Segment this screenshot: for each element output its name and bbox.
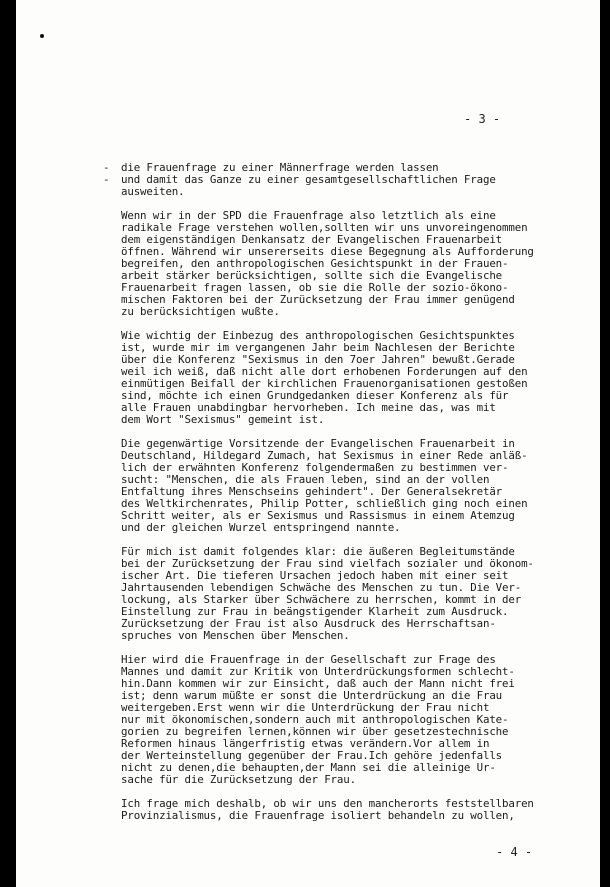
text-line: Für mich ist damit folgendes klar: die äußeren Begleitumstände — [121, 545, 515, 558]
bullet-text: die Frauenfrage zu einer Männerfrage werden lassen — [121, 161, 439, 174]
text-line: über die Konferenz "Sexismus in den 7oer Jahren" bewußt.Gerade — [121, 353, 515, 366]
text-line: öffnen. Während wir unsererseits diese Begegnung als Aufforderung — [121, 245, 534, 258]
text-line: der Werteinstellung gegenüber der Frau.Ich gehöre jedenfalls — [121, 749, 503, 762]
text-line: gorien zu begreifen lernen,können wir über gesetzestechnische — [121, 725, 509, 738]
paragraph — [121, 330, 591, 426]
text-line: weitergeben.Erst wenn wir die Unterdrückung der Frau nicht — [121, 701, 490, 714]
text-line: Deutschland, Hildegard Zumach, hat Sexismus in einer Rede anläß- — [121, 449, 528, 462]
text-line: mischen Faktoren bei der Zurücksetzung der Frau immer genügend — [121, 293, 515, 306]
text-line: Jahrtausenden lebendigen Schwäche des Menschen zu tun. Die Ver- — [121, 581, 522, 594]
body-text — [103, 161, 591, 834]
text-line: Provinzialismus, die Frauenfrage isoliert behandeln zu wollen, — [121, 809, 515, 822]
text-line: alle Frauen unabdingbar hervorheben. Ich meine das, was mit — [121, 401, 496, 414]
bullet-text: ausweiten. — [121, 185, 185, 198]
paragraph — [121, 654, 591, 786]
text-line: Frauenarbeit fragen lassen, ob sie die Rolle der sozio-ökono- — [121, 281, 509, 294]
bullet-list — [99, 162, 591, 198]
text-line: einmütigen Beifall der kirchlichen Frauenorganisationen gestoßen — [121, 377, 528, 390]
text-line: weil ich weiß, daß nicht alle dort erhobenen Forderungen auf den — [121, 365, 528, 378]
bullet-dash: - — [103, 161, 123, 174]
text-line: Die gegenwärtige Vorsitzende der Evangelischen Frauenarbeit in — [121, 437, 515, 450]
text-line: ist; denn warum müßte er sonst die Unterdrückung an die Frau — [121, 689, 503, 702]
text-line: und der gleichen Wurzel entspringend nannte. — [121, 521, 401, 534]
text-line: dem eigenständigen Denkansatz der Evangelischen Frauenarbeit — [121, 233, 503, 246]
next-page-marker: - 4 - — [496, 845, 533, 859]
text-line: Reformen hinaus längerfristig etwas verändern.Vor allem in — [121, 737, 490, 750]
text-line: nicht zu denen,die behaupten,der Mann sei die alleinige Ur- — [121, 761, 496, 774]
text-line: radikale Frage verstehen wollen,sollten wir uns unvoreingenommen — [121, 221, 528, 234]
paragraph — [121, 546, 591, 642]
text-line: Einstellung zur Frau in beängstigender Klarheit zum Ausdruck. — [121, 605, 509, 618]
text-line: dem Wort "Sexismus" gemeint ist. — [121, 413, 325, 426]
text-line: sind, möchte ich einen Grundgedanken dieser Konferenz als für — [121, 389, 509, 402]
page-number: - 3 - — [464, 112, 501, 126]
text-line: Wie wichtig der Einbezug des anthropologischen Gesichtspunktes — [121, 329, 515, 342]
text-line: Hier wird die Frauenfrage in der Gesellschaft zur Frage des — [121, 653, 496, 666]
text-line: Mannes und damit zur Kritik von Unterdrückungsformen schlecht- — [121, 665, 515, 678]
text-line: Ich frage mich deshalb, ob wir uns den mancherorts feststellbaren — [121, 797, 534, 810]
text-line: Zurücksetzung der Frau ist also Ausdruck des Herrschaftsan- — [121, 617, 496, 630]
text-line: lockung, als Starker über Schwächere zu herrschen, kommt in der — [121, 593, 522, 606]
text-line: sache für die Zurücksetzung der Frau. — [121, 773, 356, 786]
bullet-dash — [103, 186, 121, 198]
text-line: hin.Dann kommen wir zur Einsicht, daß auch der Mann nicht frei — [121, 677, 515, 690]
text-line: lich der erwähnten Konferenz folgendermaßen zu bestimmen ver- — [121, 461, 509, 474]
document-page — [16, 0, 600, 887]
text-line: nur mit ökonomischen,sondern auch mit anthropologischen Kate- — [121, 713, 509, 726]
text-line: begreifen, den anthropologischen Gesichtspunkt in der Frauen- — [121, 257, 509, 270]
bullet-dash: - — [103, 173, 123, 186]
text-line: ist, wurde mir im vergangenen Jahr beim Nachlesen der Berichte — [121, 341, 515, 354]
paragraph — [121, 438, 591, 534]
text-line: bei der Zurücksetzung der Frau sind vielfach sozialer und ökonom- — [121, 557, 534, 570]
text-line: Schritt weiter, als er Sexismus und Rassismus in einem Atemzug — [121, 509, 515, 522]
bullet-line — [103, 186, 591, 198]
text-line: zu berücksichtigen wußte. — [121, 305, 280, 318]
bullet-text: und damit das Ganze zu einer gesamtgesellschaftlichen Frage — [121, 173, 496, 186]
text-line: Entfaltung ihres Menschseins gehindert". Der Generalsekretär — [121, 485, 503, 498]
text-line: arbeit stärker berücksichtigen, sollte sich die Evangelische — [121, 269, 503, 282]
paragraph — [121, 210, 591, 318]
text-line: sucht: "Menschen, die als Frauen leben, sind an der vollen — [121, 473, 490, 486]
scan-speck — [40, 34, 44, 38]
paragraph — [121, 798, 591, 822]
text-line: des Weltkirchenrates, Philip Potter, schließlich ging noch einen — [121, 497, 528, 510]
text-line: Wenn wir in der SPD die Frauenfrage also letztlich als eine — [121, 209, 496, 222]
text-line: spruches von Menschen über Menschen. — [121, 629, 350, 642]
text-line: ischer Art. Die tieferen Ursachen jedoch haben mit einer seit — [121, 569, 509, 582]
